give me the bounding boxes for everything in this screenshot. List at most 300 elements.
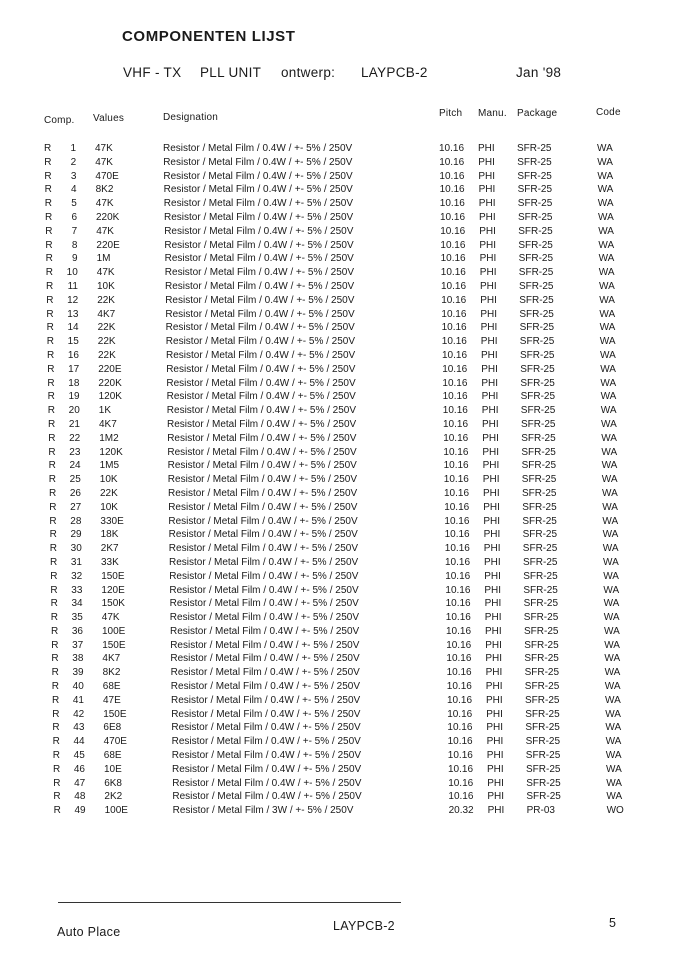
pitch: 10.16 (445, 584, 471, 596)
manufacturer: PHI (487, 763, 504, 775)
comp-number: 30 (70, 543, 82, 555)
designation: Resistor / Metal Film / 0.4W / +- 5% / 250V (163, 198, 354, 210)
manufacturer: PHI (478, 156, 495, 168)
package: SFR-25 (520, 363, 555, 375)
package: SFR-25 (519, 280, 554, 292)
package: SFR-25 (524, 639, 559, 651)
manufacturer: PHI (480, 308, 498, 320)
table-row (0, 446, 690, 460)
table-row (0, 308, 690, 322)
manufacturer: PHI (483, 529, 501, 541)
comp-value: 10K (100, 501, 118, 513)
comp-number: 29 (70, 529, 82, 541)
designation: Resistor / Metal Film / 0.4W / +- 5% / 250V (170, 681, 361, 693)
code: WA (600, 363, 616, 375)
table-row (0, 763, 690, 777)
manufacturer: PHI (482, 418, 499, 430)
comp-type: R (46, 294, 54, 306)
comp-type: R (52, 694, 60, 706)
col-header-comp: Comp. (44, 115, 75, 126)
designation: Resistor / Metal Film / 0.4W / +- 5% / 250V (168, 487, 358, 499)
designation: Resistor / Metal Film / 0.4W / +- 5% / 250V (164, 239, 354, 251)
designation: Resistor / Metal Film / 0.4W / +- 5% / 250V (167, 446, 357, 458)
manufacturer: PHI (482, 446, 500, 458)
code: WA (598, 211, 614, 223)
pitch: 10.16 (447, 708, 473, 720)
pitch: 10.16 (440, 239, 466, 251)
comp-number: 19 (68, 391, 80, 403)
manufacturer: PHI (484, 556, 501, 568)
designation: Resistor / Metal Film / 0.4W / +- 5% / 250V (172, 791, 362, 803)
pitch: 10.16 (442, 377, 468, 389)
table-row (0, 721, 690, 735)
comp-type: R (52, 722, 60, 734)
comp-value: 47K (96, 225, 114, 237)
package: SFR-25 (522, 501, 557, 513)
pitch: 10.16 (439, 198, 465, 210)
pitch: 10.16 (441, 308, 467, 320)
designation: Resistor / Metal Film / 0.4W / +- 5% / 250V (166, 363, 356, 375)
manufacturer: PHI (483, 543, 501, 555)
designation: Resistor / Metal Film / 0.4W / +- 5% / 250V (171, 736, 361, 748)
table-row (0, 611, 690, 625)
col-header-package: Package (517, 108, 558, 119)
comp-type: R (47, 391, 55, 403)
package: SFR-25 (518, 225, 553, 237)
table-row (0, 142, 690, 156)
designation: Resistor / Metal Film / 0.4W / +- 5% / 250V (168, 543, 359, 555)
comp-value: 1K (98, 405, 112, 417)
comp-type: R (52, 750, 61, 762)
table-row (0, 239, 690, 253)
code: WA (602, 543, 619, 555)
package: SFR-25 (517, 143, 552, 154)
table-row (0, 473, 690, 487)
pitch: 10.16 (444, 543, 470, 555)
code: WA (603, 584, 620, 596)
designation: Resistor / Metal Film / 0.4W / +- 5% / 250V (165, 322, 355, 334)
comp-number: 25 (69, 474, 81, 486)
table-row (0, 735, 690, 749)
comp-value: 47E (103, 694, 121, 706)
comp-number: 28 (70, 515, 82, 527)
comp-value: 47K (95, 198, 114, 210)
table-row (0, 584, 690, 598)
pitch: 10.16 (446, 681, 472, 693)
pitch: 10.16 (441, 336, 467, 348)
comp-type: R (50, 570, 58, 582)
package: SFR-25 (517, 156, 552, 168)
package: SFR-25 (525, 708, 560, 720)
code: WA (603, 612, 620, 624)
package: SFR-25 (518, 267, 554, 279)
package: SFR-25 (526, 763, 561, 775)
comp-number: 11 (67, 280, 78, 292)
code: WA (605, 694, 621, 706)
comp-type: R (44, 156, 52, 168)
designation: Resistor / Metal Film / 0.4W / +- 5% / 250V (170, 639, 360, 651)
code: WA (597, 184, 614, 196)
package: SFR-25 (526, 791, 561, 803)
table-row (0, 225, 690, 239)
table-row (0, 749, 690, 763)
code: WA (597, 170, 614, 182)
comp-type: R (47, 405, 56, 417)
manufacturer: PHI (479, 225, 496, 237)
package: SFR-25 (521, 460, 557, 472)
pitch: 10.16 (440, 253, 466, 265)
designation: Resistor / Metal Film / 3W / +- 5% / 250V (172, 805, 354, 817)
manufacturer: PHI (478, 184, 496, 196)
comp-type: R (45, 225, 53, 237)
unit-label: PLL UNIT (200, 65, 262, 80)
comp-type: R (49, 501, 57, 513)
manufacturer: PHI (479, 239, 497, 251)
comp-number: 45 (73, 750, 85, 762)
manufacturer: PHI (482, 474, 500, 486)
code: WA (604, 625, 620, 637)
table-row (0, 266, 690, 280)
comp-value: 47K (95, 156, 113, 168)
comp-type: R (46, 308, 54, 320)
package: SFR-25 (522, 487, 557, 499)
designation: Resistor / Metal Film / 0.4W / +- 5% / 250V (169, 570, 359, 582)
code: WA (597, 198, 614, 210)
comp-value: 100E (104, 805, 128, 817)
table-row (0, 197, 690, 211)
footer-center: LAYPCB-2 (333, 919, 395, 933)
pitch: 10.16 (444, 515, 470, 527)
comp-number: 39 (72, 667, 84, 679)
comp-value: 68E (103, 750, 122, 762)
comp-number: 33 (71, 584, 83, 596)
package: SFR-25 (519, 294, 554, 306)
comp-value: 33K (101, 556, 119, 568)
designation: Resistor / Metal Film / 0.4W / +- 5% / 250V (165, 280, 355, 292)
comp-value: 10E (104, 763, 122, 775)
designation: Resistor / Metal Film / 0.4W / +- 5% / 250V (167, 460, 357, 472)
designation: Resistor / Metal Film / 0.4W / +- 5% / 250V (171, 694, 361, 706)
comp-value: 10K (99, 474, 118, 486)
designation: Resistor / Metal Film / 0.4W / +- 5% / 250V (164, 225, 354, 237)
manufacturer: PHI (481, 405, 499, 417)
code: WA (603, 556, 619, 568)
pitch: 10.16 (442, 391, 468, 403)
comp-number: 41 (72, 694, 84, 706)
table-row (0, 680, 690, 694)
ontwerp-value: LAYPCB-2 (361, 65, 428, 80)
manufacturer: PHI (483, 487, 500, 499)
table-row (0, 432, 690, 446)
manufacturer: PHI (484, 570, 501, 582)
comp-value: 22K (97, 336, 116, 348)
package: SFR-25 (519, 308, 554, 320)
comp-number: 42 (73, 708, 85, 720)
comp-value: 22K (97, 294, 115, 306)
comp-type: R (47, 377, 55, 389)
comp-type: R (53, 805, 61, 817)
code: WA (605, 722, 622, 734)
package: SFR-25 (522, 515, 557, 527)
comp-number: 20 (68, 405, 80, 417)
package: SFR-25 (518, 253, 554, 265)
code: WA (601, 474, 618, 486)
designation: Resistor / Metal Film / 0.4W / +- 5% / 250V (172, 777, 362, 789)
comp-number: 31 (70, 556, 82, 568)
code: WA (600, 391, 617, 403)
pitch: 10.16 (443, 446, 469, 458)
table-row (0, 418, 690, 432)
designation: Resistor / Metal Film / 0.4W / +- 5% / 250V (169, 598, 359, 610)
code: WA (606, 763, 622, 775)
col-header-designation: Designation (163, 112, 219, 123)
comp-number: 36 (71, 625, 83, 637)
package: SFR-25 (520, 391, 556, 403)
pitch: 10.16 (446, 639, 472, 651)
comp-number: 1 (70, 143, 76, 154)
manufacturer: PHI (486, 722, 504, 734)
package: SFR-25 (517, 198, 553, 210)
table-row (0, 294, 690, 308)
code: WA (597, 156, 613, 168)
comp-number: 12 (67, 294, 79, 306)
code: WA (604, 681, 621, 693)
table-row (0, 487, 690, 501)
comp-value: 10K (97, 280, 115, 292)
comp-number: 44 (73, 736, 85, 748)
pitch: 10.16 (446, 625, 472, 637)
package: SFR-25 (523, 570, 558, 582)
comp-type: R (49, 529, 57, 541)
pitch: 20.32 (448, 805, 474, 817)
comp-type: R (46, 336, 55, 348)
comp-number: 21 (68, 418, 80, 430)
comp-number: 27 (70, 501, 82, 513)
footer-divider (58, 902, 401, 903)
manufacturer: PHI (487, 791, 505, 803)
comp-type: R (44, 170, 52, 182)
package: SFR-25 (524, 653, 559, 665)
package: PR-03 (526, 805, 555, 817)
manufacturer: PHI (483, 515, 501, 527)
designation: Resistor / Metal Film / 0.4W / +- 5% / 250V (171, 750, 362, 762)
designation: Resistor / Metal Film / 0.4W / +- 5% / 250V (164, 211, 354, 223)
ontwerp-label: ontwerp: (281, 65, 336, 80)
comp-number: 24 (69, 460, 81, 472)
manufacturer: PHI (485, 653, 503, 665)
designation: Resistor / Metal Film / 0.4W / +- 5% / 250V (163, 143, 353, 154)
comp-number: 38 (72, 653, 84, 665)
code: WA (602, 529, 619, 541)
comp-number: 6 (71, 211, 77, 223)
pitch: 10.16 (443, 418, 469, 430)
manufacturer: PHI (481, 391, 499, 403)
comp-number: 35 (71, 612, 83, 624)
manufacturer: PHI (482, 432, 499, 444)
comp-value: 22K (97, 322, 116, 334)
code: WA (600, 405, 617, 417)
pitch: 10.16 (442, 363, 468, 375)
col-header-code: Code (596, 107, 621, 118)
manufacturer: PHI (480, 322, 498, 334)
designation: Resistor / Metal Film / 0.4W / +- 5% / 250V (168, 515, 358, 527)
package: SFR-25 (521, 474, 557, 486)
comp-type: R (53, 777, 61, 789)
code: WA (601, 446, 618, 458)
pitch: 10.16 (445, 598, 471, 610)
table-row (0, 252, 690, 266)
manufacturer: PHI (479, 253, 497, 265)
designation: Resistor / Metal Film / 0.4W / +- 5% / 250V (168, 501, 358, 513)
pitch: 10.16 (443, 432, 469, 444)
comp-value: 1M (96, 253, 111, 265)
designation: Resistor / Metal Film / 0.4W / +- 5% / 250V (171, 708, 361, 720)
comp-number: 37 (72, 639, 84, 651)
comp-value: 2K2 (104, 791, 123, 803)
pitch: 10.16 (444, 487, 470, 499)
package: SFR-25 (518, 211, 553, 223)
pitch: 10.16 (443, 460, 469, 472)
comp-type: R (51, 681, 60, 693)
code: WA (604, 639, 620, 651)
manufacturer: PHI (481, 363, 498, 375)
comp-value: 330E (100, 515, 124, 527)
comp-number: 46 (73, 763, 85, 775)
comp-number: 4 (71, 184, 77, 196)
code: WA (603, 598, 620, 610)
table-row (0, 528, 690, 542)
comp-number: 47 (74, 777, 86, 789)
code: WA (599, 322, 616, 334)
comp-number: 18 (68, 377, 80, 389)
col-header-values: Values (93, 113, 125, 124)
code: WA (599, 308, 616, 320)
comp-type: R (48, 432, 56, 444)
code: WA (604, 653, 621, 665)
comp-value: 47K (101, 612, 120, 624)
package: SFR-25 (519, 336, 555, 348)
comp-type: R (48, 418, 56, 430)
comp-value: 22K (100, 487, 118, 499)
component-table (0, 142, 690, 818)
comp-type: R (44, 184, 52, 196)
comp-value: 220E (98, 363, 122, 375)
designation: Resistor / Metal Film / 0.4W / +- 5% / 250V (163, 184, 353, 196)
manufacturer: PHI (479, 267, 497, 279)
comp-value: 68E (102, 681, 121, 693)
manufacturer: PHI (480, 294, 497, 306)
package: SFR-25 (519, 322, 555, 334)
comp-value: 220K (96, 211, 120, 223)
comp-type: R (47, 349, 55, 361)
designation: Resistor / Metal Film / 0.4W / +- 5% / 250V (166, 377, 356, 389)
pitch: 10.16 (444, 501, 470, 513)
code: WA (600, 377, 617, 389)
manufacturer: PHI (482, 460, 500, 472)
package: SFR-25 (523, 612, 559, 624)
code: WA (601, 418, 617, 430)
pitch: 10.16 (442, 349, 468, 361)
code: WA (599, 336, 616, 348)
code: WA (603, 570, 619, 582)
pitch: 10.16 (446, 667, 472, 679)
package: SFR-25 (521, 418, 556, 430)
code: WA (601, 432, 617, 444)
package: SFR-25 (521, 446, 556, 458)
comp-type: R (48, 474, 57, 486)
code: WA (602, 501, 618, 513)
pitch: 10.16 (448, 791, 474, 803)
designation: Resistor / Metal Film / 0.4W / +- 5% / 250V (166, 405, 357, 417)
comp-type: R (48, 460, 56, 472)
table-row (0, 183, 690, 197)
pitch: 10.16 (439, 156, 465, 168)
manufacturer: PHI (487, 805, 505, 817)
comp-number: 48 (74, 791, 86, 803)
code: WA (605, 708, 621, 720)
comp-type: R (51, 625, 59, 637)
comp-number: 14 (67, 322, 79, 334)
manufacturer: PHI (485, 667, 503, 679)
comp-number: 49 (74, 805, 86, 817)
pitch: 10.16 (445, 556, 471, 568)
comp-value: 120K (99, 446, 123, 458)
pitch: 10.16 (441, 322, 467, 334)
comp-value: 18K (100, 529, 119, 541)
pitch: 10.16 (439, 143, 465, 154)
comp-number: 8 (71, 239, 78, 251)
comp-type: R (50, 584, 58, 596)
comp-value: 470E (103, 736, 127, 748)
pitch: 10.16 (447, 722, 473, 734)
designation: Resistor / Metal Film / 0.4W / +- 5% / 250V (172, 763, 362, 775)
comp-value: 120E (101, 584, 125, 596)
designation: Resistor / Metal Film / 0.4W / +- 5% / 250V (163, 156, 353, 168)
package: SFR-25 (521, 432, 556, 444)
comp-value: 120K (98, 391, 122, 403)
comp-number: 23 (69, 446, 81, 458)
designation: Resistor / Metal Film / 0.4W / +- 5% / 250V (169, 612, 360, 624)
designation: Resistor / Metal Film / 0.4W / +- 5% / 250V (167, 432, 357, 444)
comp-type: R (51, 639, 59, 651)
date-label: Jan '98 (516, 65, 562, 80)
table-row (0, 597, 690, 611)
designation: Resistor / Metal Film / 0.4W / +- 5% / 250V (170, 625, 360, 637)
designation: Resistor / Metal Film / 0.4W / +- 5% / 250V (165, 294, 355, 306)
comp-value: 47K (95, 143, 113, 154)
pitch: 10.16 (445, 612, 471, 624)
package: SFR-25 (523, 584, 558, 596)
comp-type: R (51, 653, 59, 665)
pitch: 10.16 (442, 405, 468, 417)
comp-number: 40 (72, 681, 84, 693)
designation: Resistor / Metal Film / 0.4W / +- 5% / 250V (165, 336, 356, 348)
comp-value: 2K7 (100, 543, 119, 555)
comp-value: 4K7 (102, 653, 121, 665)
comp-type: R (47, 363, 55, 375)
manufacturer: PHI (480, 336, 498, 348)
package: SFR-25 (524, 667, 560, 679)
comp-type: R (53, 763, 61, 775)
pitch: 10.16 (445, 570, 471, 582)
code: WA (605, 736, 622, 748)
footer-left: Auto Place (57, 925, 121, 939)
col-header-manu: Manu. (478, 108, 507, 119)
comp-number: 43 (73, 722, 85, 734)
table-row (0, 804, 690, 818)
manufacturer: PHI (481, 349, 498, 361)
comp-number: 5 (71, 198, 77, 210)
